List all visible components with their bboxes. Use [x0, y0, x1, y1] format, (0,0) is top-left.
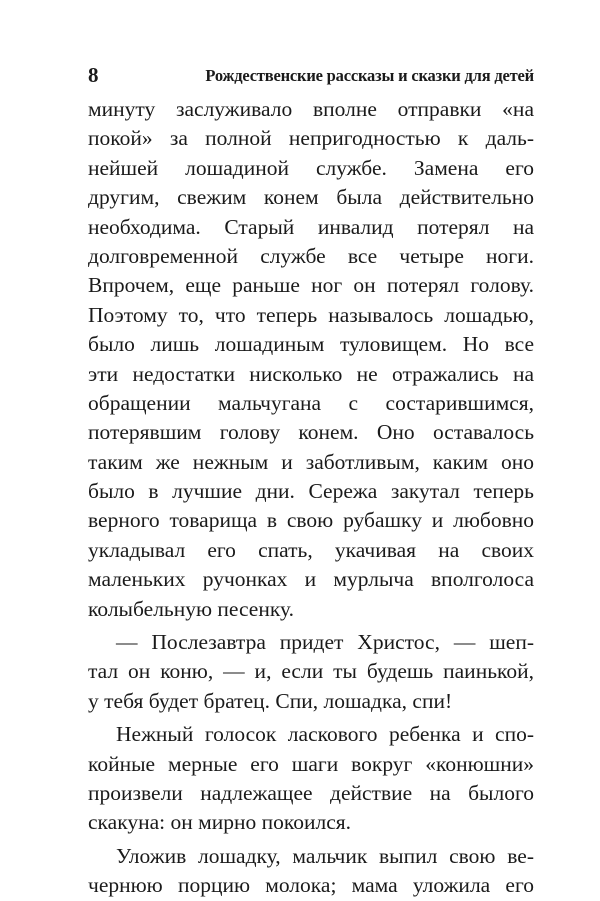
text-line: потерявшим голову конем. Оно оставалось	[88, 420, 534, 445]
paragraph	[88, 628, 534, 716]
text-line: Впрочем, еще раньше ног он потерял голову.	[88, 273, 534, 298]
text-line: колыбельную песенку.	[88, 596, 294, 621]
text-line: было в лучшие дни. Сережа закутал теперь	[88, 479, 534, 504]
text-line: необходима. Старый инвалид потерял на	[88, 214, 534, 239]
text-line: произвели надлежащее действие на былого	[88, 780, 534, 805]
text-line: Уложив лошадку, мальчик выпил свою ве-	[116, 843, 534, 868]
text-line: укладывал его спать, укачивая на своих	[88, 537, 534, 562]
text-line: чернюю порцию молока; мама уложила его	[88, 873, 534, 898]
text-line: другим, свежим конем была действительно	[88, 185, 534, 210]
text-line: маленьких ручонках и мурлыча вполголоса	[88, 567, 534, 592]
text-line: таким же нежным и заботливым, каким оно	[88, 449, 534, 474]
text-line: обращении мальчугана с состарившимся,	[88, 390, 534, 415]
text-line: долговременной службе все четыре ноги.	[88, 243, 534, 268]
text-line: — Послезавтра придет Христос, — шеп-	[116, 630, 534, 655]
text-line: покой» за полной непригодностью к даль-	[88, 126, 534, 151]
text-line: койные мерные его шаги вокруг «конюшни»	[88, 751, 534, 776]
page-number: 8	[88, 63, 99, 87]
text-line: тал он коню, — и, если ты будешь паинькой,	[88, 659, 534, 684]
text-body	[88, 95, 534, 901]
text-line: нейшей лошадиной службе. Замена его	[88, 155, 534, 180]
text-line: верного товарища в свою рубашку и любовно	[88, 508, 534, 533]
text-line: было лишь лошадиным туловищем. Но все	[88, 332, 534, 357]
running-title: Рождественские рассказы и сказки для детей	[205, 66, 534, 85]
paragraph	[88, 720, 534, 838]
page-header	[88, 62, 534, 88]
paragraph	[88, 842, 534, 901]
text-line: скакуна: он мирно покоился.	[88, 810, 352, 835]
text-line: Поэтому то, что теперь называлось лошадью,	[88, 302, 534, 327]
paragraph	[88, 95, 534, 624]
text-line: Нежный голосок ласкового ребенка и спо-	[116, 722, 534, 747]
text-line: у тебя будет братец. Спи, лошадка, спи!	[88, 688, 453, 713]
text-line: эти недостатки нисколько не отражались на	[88, 361, 534, 386]
text-line: минуту заслуживало вполне отправки «на	[88, 97, 534, 121]
